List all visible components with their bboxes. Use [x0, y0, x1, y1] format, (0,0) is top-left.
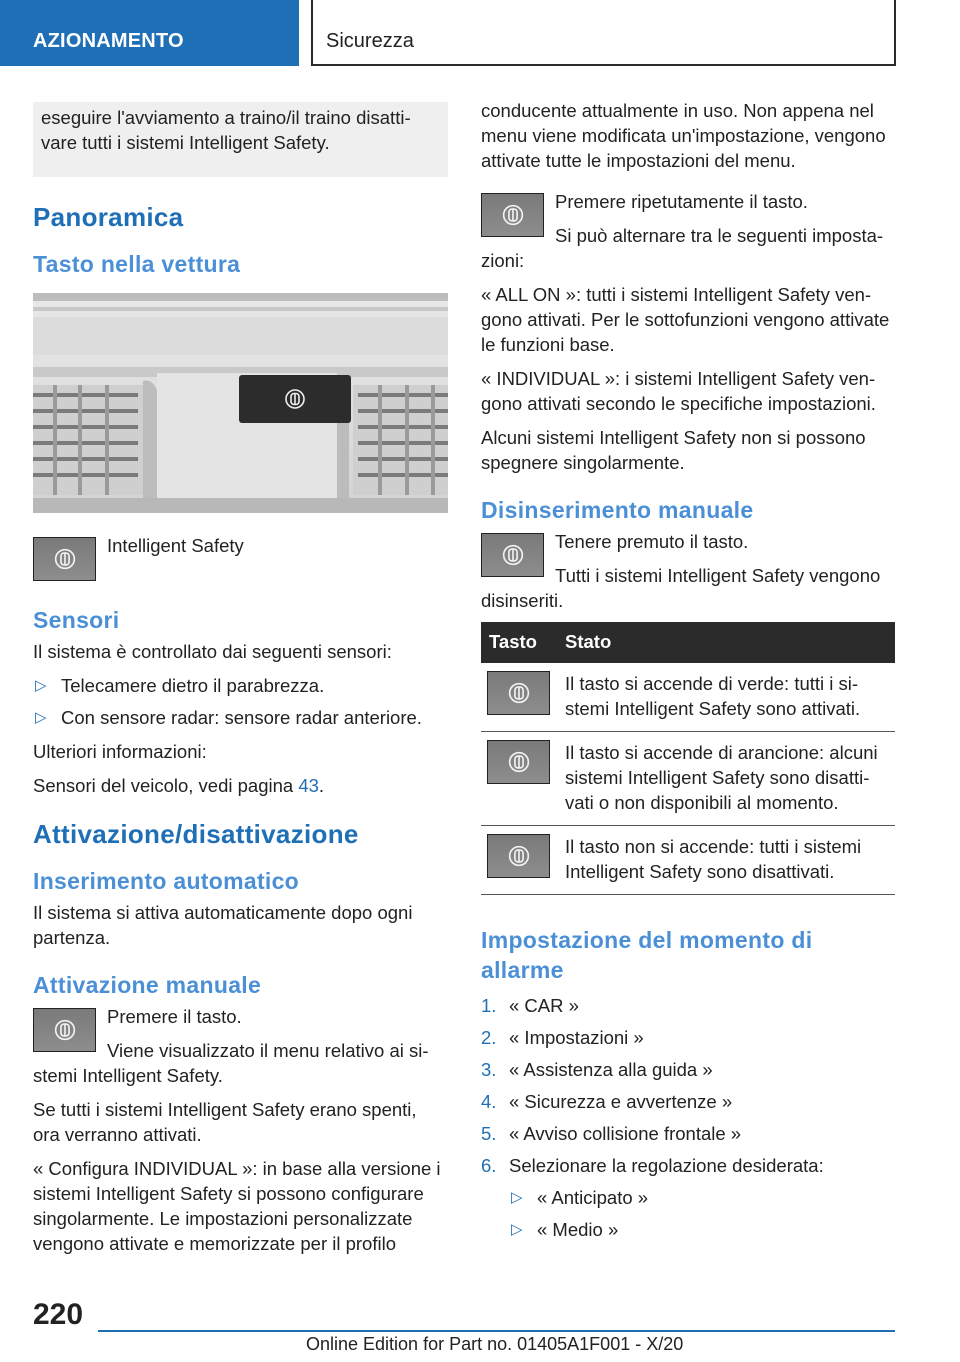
- table-header-tasto: Tasto: [481, 622, 557, 663]
- disins-step-1: Tenere premuto il tasto.: [555, 531, 749, 552]
- list-item: ▷ Telecamere dietro il parabrezza.: [35, 675, 325, 696]
- triangle-right-icon: ▷: [511, 1221, 523, 1238]
- inserimento-text: Il sistema si attiva automaticamente dopo ogni partenza.: [33, 902, 413, 948]
- heading-impostazione: Impostazione del momento di allarme: [481, 927, 813, 983]
- sensori-reference: Sensori del veicolo, vedi pagina 43.: [33, 775, 325, 796]
- table-row: [481, 663, 895, 732]
- table-cell-stato: Il tasto si accende di verde: tutti i sistemi Intelligent Safety sono attivati.: [557, 663, 895, 732]
- intelligent-safety-button: [33, 1008, 96, 1052]
- heading-sensori: Sensori: [33, 607, 120, 633]
- list-item: 2. « Impostazioni »: [481, 1027, 644, 1048]
- manuale-step-2: Viene visualizzato il menu relativo ai sistemi Intelligent Safety.: [33, 1040, 429, 1086]
- list-item: 4. « Sicurezza e avvertenze »: [481, 1091, 733, 1112]
- intelligent-safety-icon: [54, 548, 76, 570]
- intelligent-safety-icon: [508, 682, 530, 704]
- table-header-stato: Stato: [557, 622, 895, 663]
- intelligent-safety-icon: [502, 544, 524, 566]
- steps-list: [481, 993, 895, 1178]
- intelligent-safety-button: [481, 533, 544, 577]
- dashboard-button-photo: [33, 293, 448, 513]
- triangle-right-icon: ▷: [511, 1189, 523, 1206]
- table-cell-stato: Il tasto si accende di arancione: alcuni sistemi Intelligent Safety sono disattivati o non disponibili al momento.: [557, 732, 895, 826]
- alcuni-text: Alcuni sistemi Intelligent Safety non si possono spegnere singolarmente.: [481, 427, 866, 473]
- chapter-tab: [0, 0, 299, 66]
- disins-step-2: Tutti i sistemi Intelligent Safety vengono disinseriti.: [481, 565, 881, 611]
- intelligent-safety-icon: [502, 204, 524, 226]
- heading-panoramica: Panoramica: [33, 202, 184, 232]
- list-item: 6. Selezionare la regolazione desiderata:: [481, 1155, 824, 1176]
- section-header: [311, 0, 896, 66]
- button-caption: Intelligent Safety: [107, 535, 244, 556]
- left-column: [33, 102, 448, 1265]
- intelligent-safety-button: [487, 834, 550, 878]
- status-table: [481, 622, 895, 895]
- note-box: eseguire l'avviamento a traino/il traino disattivare tutti i sistemi Intelligent Safety.: [33, 102, 448, 177]
- table-cell-stato: Il tasto non si accende: tutti i sistemi Intelligent Safety sono disattivati.: [557, 826, 895, 895]
- all-on-text: « ALL ON »: tutti i sistemi Intelligent Safety vengono attivati. Per le sottofunzioni vengono attivate le funzioni base.: [481, 284, 890, 355]
- intelligent-safety-icon: [54, 1019, 76, 1041]
- heading-inserimento: Inserimento automatico: [33, 868, 300, 894]
- individual-text: « INDIVIDUAL »: i sistemi Intelligent Safety vengono attivati secondo le specifiche impostazioni.: [481, 368, 876, 414]
- section-title: Sicurezza: [326, 30, 414, 52]
- ripet-step-2: Si può alternare tra le seguenti impostazioni:: [481, 225, 884, 271]
- ulteriori-info: Ulteriori informazioni:: [33, 741, 207, 762]
- intelligent-safety-button: [33, 537, 96, 581]
- sensori-intro: Il sistema è controllato dai seguenti sensori:: [33, 641, 392, 662]
- sub-steps-list: [509, 1185, 895, 1242]
- manuale-step-4: « Configura INDIVIDUAL »: in base alla versione i sistemi Intelligent Safety si possono configurare singolarmente. Le impostazioni personalizzate vengono attivate e memorizzate per il profilo: [33, 1158, 441, 1254]
- chapter-title: AZIONAMENTO: [33, 30, 184, 52]
- footer-edition: Online Edition for Part no. 01405A1F001 - X/20: [306, 1334, 684, 1354]
- list-item: ▷ Con sensore radar: sensore radar anteriore.: [35, 707, 422, 728]
- manuale-step-3: Se tutti i sistemi Intelligent Safety erano spenti, ora verranno attivati.: [33, 1099, 417, 1145]
- ripet-step-1: Premere ripetutamente il tasto.: [555, 191, 808, 212]
- intelligent-safety-icon: [508, 751, 530, 773]
- heading-attivazione: Attivazione/disattivazione: [33, 819, 359, 849]
- list-item: ▷ « Anticipato »: [511, 1187, 649, 1208]
- continued-text: conducente attualmente in uso. Non appena nel menu viene modificata un'impostazione, vengono attivate tutte le impostazioni del menu.: [481, 100, 886, 171]
- sensori-list: [33, 673, 448, 730]
- intelligent-safety-button: [487, 671, 550, 715]
- manuale-step-1: Premere il tasto.: [107, 1006, 242, 1027]
- triangle-right-icon: ▷: [35, 709, 47, 726]
- footer-divider: [98, 1330, 895, 1332]
- page-link[interactable]: 43: [298, 775, 319, 796]
- list-item: 1. « CAR »: [481, 995, 579, 1016]
- table-row: [481, 826, 895, 895]
- intelligent-safety-button: [487, 740, 550, 784]
- heading-tasto: Tasto nella vettura: [33, 251, 241, 277]
- heading-disinserimento: Disinserimento manuale: [481, 497, 754, 523]
- list-item: ▷ « Medio »: [511, 1219, 619, 1240]
- triangle-right-icon: ▷: [35, 677, 47, 694]
- list-item: 3. « Assistenza alla guida »: [481, 1059, 713, 1080]
- intelligent-safety-button: [481, 193, 544, 237]
- table-row: [481, 732, 895, 826]
- heading-manuale: Attivazione manuale: [33, 972, 262, 998]
- page-number: 220: [33, 1298, 84, 1331]
- right-column: [481, 98, 895, 1249]
- list-item: 5. « Avviso collisione frontale »: [481, 1123, 742, 1144]
- intelligent-safety-icon: [508, 845, 530, 867]
